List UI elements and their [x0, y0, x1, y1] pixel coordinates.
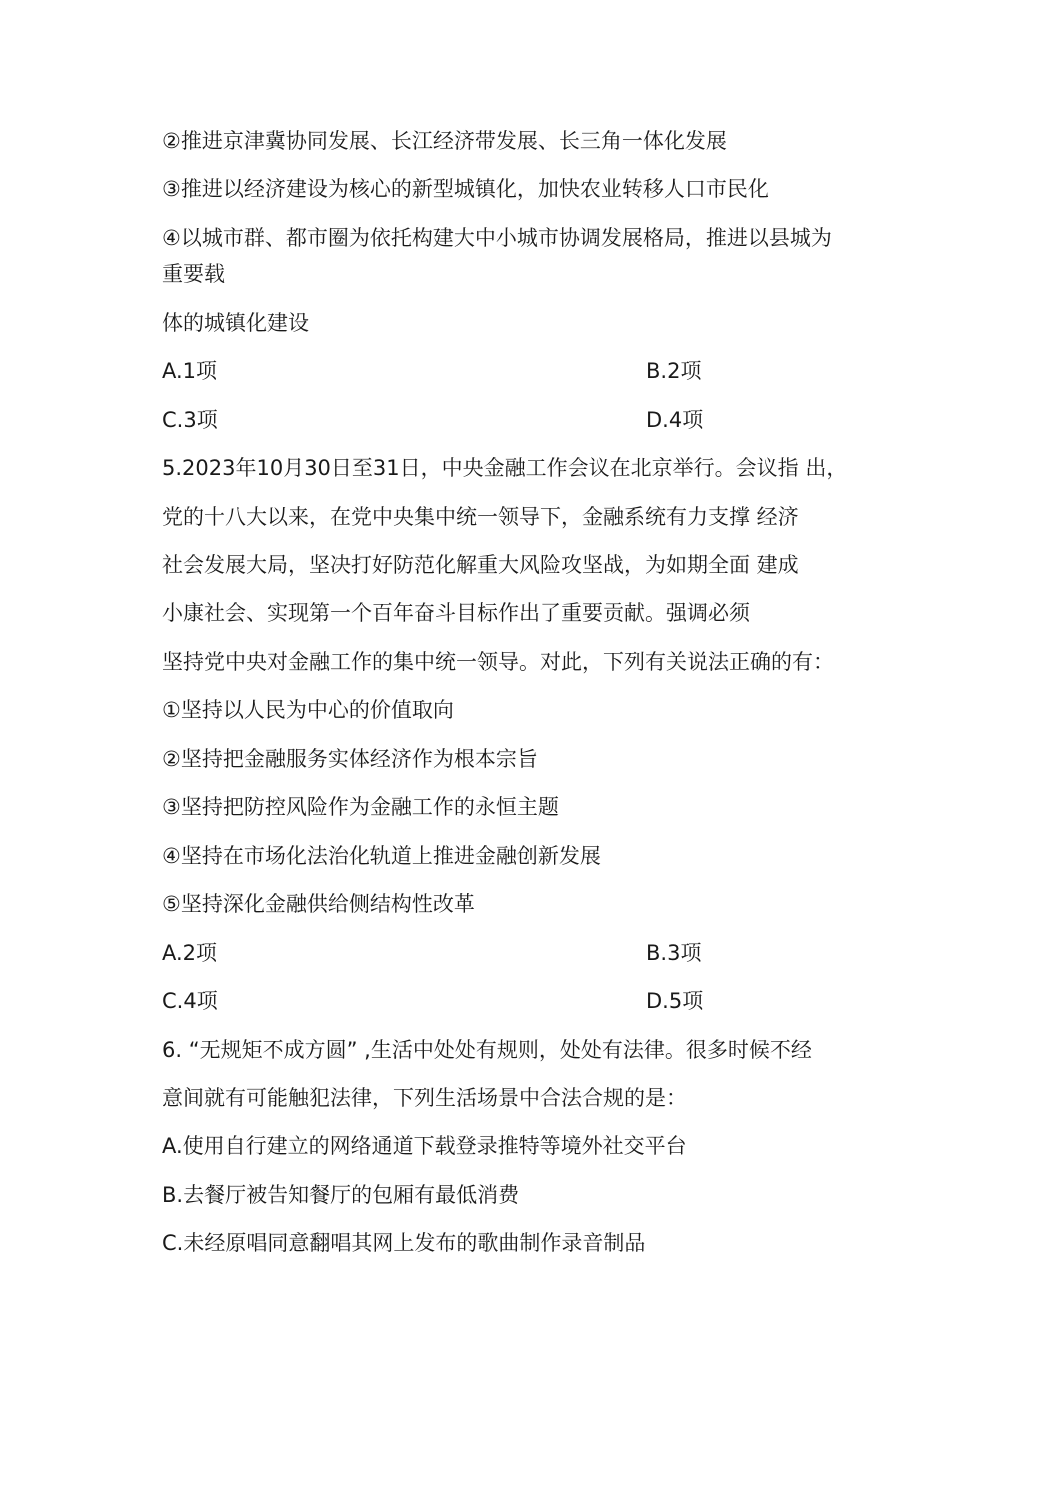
q5-stem-line: 坚持党中央对金融工作的集中统一领导。对此，下列有关说法正确的有：	[162, 650, 834, 674]
q5-item-4: ④坚持在市场化法治化轨道上推进金融创新发展	[162, 844, 601, 868]
q5-stem-line: 5.2023年10月30日至31日，中央金融工作会议在北京举行。会议指 出，	[162, 456, 848, 480]
q5-item-3: ③坚持把防控风险作为金融工作的永恒主题	[162, 795, 559, 819]
q6-option-a: A.使用自行建立的网络通道下载登录推特等境外社交平台	[162, 1134, 687, 1158]
q6-stem-line: 意间就有可能触犯法律，下列生活场景中合法合规的是：	[162, 1086, 687, 1110]
q5-option-b: B.3项	[646, 941, 702, 965]
q4-option-a: A.1项	[162, 359, 218, 383]
q5-item-5: ⑤坚持深化金融供给侧结构性改革	[162, 892, 475, 916]
q4-option-d: D.4项	[646, 408, 704, 432]
q4-item-4-continued: 重要载	[162, 262, 225, 286]
q6-option-c: C.未经原唱同意翻唱其网上发布的歌曲制作录音制品	[162, 1231, 646, 1255]
q4-item-2: ②推进京津冀协同发展、长江经济带发展、长三角一体化发展	[162, 129, 727, 153]
q5-stem-line: 社会发展大局，坚决打好防范化解重大风险攻坚战，为如期全面 建成	[162, 553, 799, 577]
q5-stem-line: 小康社会、实现第一个百年奋斗目标作出了重要贡献。强调必须	[162, 601, 750, 625]
q5-option-c: C.4项	[162, 989, 218, 1013]
q4-item-4: ④以城市群、都市圈为依托构建大中小城市协调发展格局，推进以县城为	[162, 226, 832, 250]
q4-item-4-end: 体的城镇化建设	[162, 311, 309, 335]
q4-option-c: C.3项	[162, 408, 218, 432]
q5-item-1: ①坚持以人民为中心的价值取向	[162, 698, 454, 722]
q4-option-b: B.2项	[646, 359, 702, 383]
q4-item-3: ③推进以经济建设为核心的新型城镇化，加快农业转移人口市民化	[162, 177, 769, 201]
q5-option-a: A.2项	[162, 941, 218, 965]
q5-option-d: D.5项	[646, 989, 704, 1013]
q6-option-b: B.去餐厅被告知餐厅的包厢有最低消费	[162, 1183, 520, 1207]
q5-stem-line: 党的十八大以来，在党中央集中统一领导下，金融系统有力支撑 经济	[162, 505, 799, 529]
q5-item-2: ②坚持把金融服务实体经济作为根本宗旨	[162, 747, 538, 771]
q6-stem-line: 6. “无规矩不成方圆” ,生活中处处有规则，处处有法律。很多时候不经	[162, 1038, 812, 1062]
